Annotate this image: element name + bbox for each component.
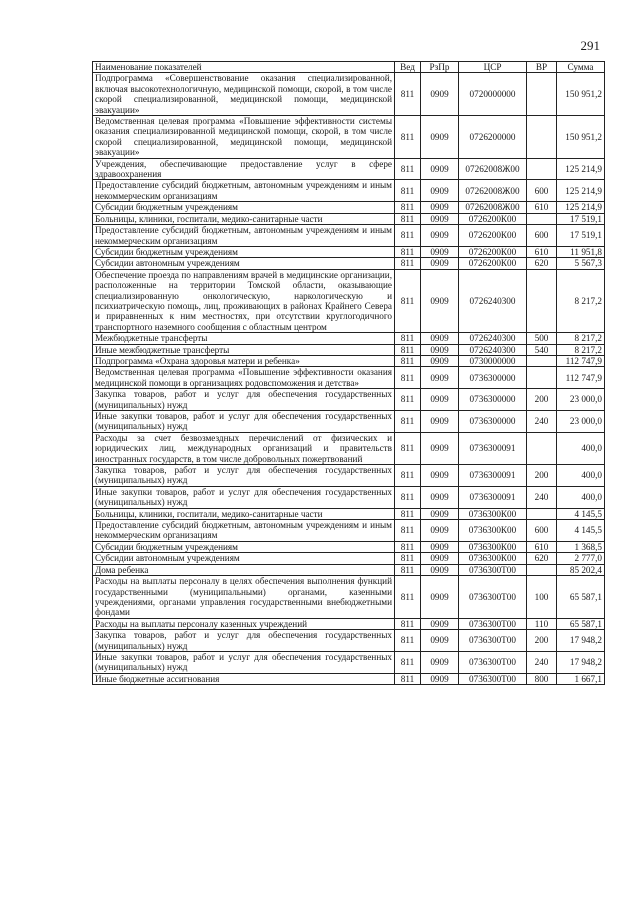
cell-name: Субсидии бюджетным учреждениям [93, 202, 395, 213]
cell-vr [527, 116, 557, 159]
table-row [93, 213, 605, 224]
cell-sum: 85 202,4 [557, 564, 605, 575]
cell-ved: 811 [395, 508, 421, 519]
cell-rzpr: 0909 [421, 202, 459, 213]
cell-vr [527, 269, 557, 332]
cell-rzpr: 0909 [421, 651, 459, 673]
cell-csr: 0736300Т00 [459, 673, 527, 684]
cell-ved: 811 [395, 344, 421, 355]
cell-csr: 0726240300 [459, 344, 527, 355]
cell-vr: 200 [527, 389, 557, 411]
cell-ved: 811 [395, 269, 421, 332]
budget-table [92, 61, 605, 685]
cell-sum: 11 951,8 [557, 246, 605, 257]
cell-csr: 0726200К00 [459, 213, 527, 224]
cell-vr: 240 [527, 486, 557, 508]
cell-ved: 811 [395, 541, 421, 552]
cell-rzpr: 0909 [421, 486, 459, 508]
cell-rzpr: 0909 [421, 116, 459, 159]
cell-vr [527, 355, 557, 366]
cell-csr: 0736300Т00 [459, 651, 527, 673]
cell-ved: 811 [395, 564, 421, 575]
cell-ved: 811 [395, 651, 421, 673]
cell-ved: 811 [395, 673, 421, 684]
cell-name: Субсидии бюджетным учреждениям [93, 246, 395, 257]
cell-sum: 150 951,2 [557, 73, 605, 116]
cell-ved: 811 [395, 116, 421, 159]
cell-vr: 110 [527, 618, 557, 629]
header-ved: Вед [395, 62, 421, 73]
table-row [93, 355, 605, 366]
cell-sum: 65 587,1 [557, 618, 605, 629]
cell-sum: 5 567,3 [557, 258, 605, 269]
cell-sum: 112 747,9 [557, 367, 605, 389]
cell-name: Расходы на выплаты персоналу казенных учреждений [93, 618, 395, 629]
cell-ved: 811 [395, 225, 421, 247]
cell-vr: 610 [527, 246, 557, 257]
cell-rzpr: 0909 [421, 180, 459, 202]
table-row [93, 630, 605, 652]
cell-ved: 811 [395, 73, 421, 116]
table-row [93, 367, 605, 389]
cell-rzpr: 0909 [421, 213, 459, 224]
cell-name: Предоставление субсидий бюджетным, автономным учреждениям и иным некоммерческим организациям [93, 520, 395, 542]
cell-ved: 811 [395, 389, 421, 411]
cell-sum: 400,0 [557, 465, 605, 487]
cell-vr: 200 [527, 630, 557, 652]
cell-csr: 0720000000 [459, 73, 527, 116]
cell-vr: 600 [527, 180, 557, 202]
table-row [93, 486, 605, 508]
cell-rzpr: 0909 [421, 553, 459, 564]
cell-ved: 811 [395, 258, 421, 269]
header-name: Наименование показателей [93, 62, 395, 73]
table-row [93, 269, 605, 332]
cell-sum: 112 747,9 [557, 355, 605, 366]
cell-rzpr: 0909 [421, 630, 459, 652]
cell-sum: 8 217,2 [557, 344, 605, 355]
cell-sum: 4 145,5 [557, 508, 605, 519]
cell-sum: 8 217,2 [557, 333, 605, 344]
cell-rzpr: 0909 [421, 269, 459, 332]
cell-csr: 0726200К00 [459, 258, 527, 269]
cell-ved: 811 [395, 158, 421, 180]
cell-rzpr: 0909 [421, 389, 459, 411]
cell-name: Иные закупки товаров, работ и услуг для обеспечения государственных (муниципальных) нужд [93, 486, 395, 508]
table-row [93, 564, 605, 575]
cell-rzpr: 0909 [421, 564, 459, 575]
table-row [93, 618, 605, 629]
cell-name: Предоставление субсидий бюджетным, автономным учреждениям и иным некоммерческим организациям [93, 225, 395, 247]
cell-name: Учреждения, обеспечивающие предоставление услуг в сфере здравоохранения [93, 158, 395, 180]
cell-rzpr: 0909 [421, 411, 459, 433]
cell-vr [527, 564, 557, 575]
cell-name: Дома ребенка [93, 564, 395, 575]
cell-sum: 400,0 [557, 486, 605, 508]
cell-csr: 0726240300 [459, 269, 527, 332]
cell-csr: 0736300Т00 [459, 618, 527, 629]
cell-vr: 620 [527, 553, 557, 564]
cell-sum: 125 214,9 [557, 180, 605, 202]
cell-name: Подпрограмма «Совершенствование оказания специализированной, включая высокотехнологичную, медицинской помощи, скорой, в том числе скорой специализированной, медицинской помощи, медицинской эвакуации» [93, 73, 395, 116]
cell-vr: 100 [527, 576, 557, 619]
cell-csr: 0736300000 [459, 367, 527, 389]
cell-ved: 811 [395, 432, 421, 464]
cell-vr: 600 [527, 225, 557, 247]
cell-name: Расходы за счет безвозмездных перечислений от физических и юридических лиц, международных организаций и правительств иностранных государств, в том числе добровольных пожертвований [93, 432, 395, 464]
cell-csr: 0736300000 [459, 389, 527, 411]
cell-name: Закупка товаров, работ и услуг для обеспечения государственных (муниципальных) нужд [93, 465, 395, 487]
cell-name: Иные бюджетные ассигнования [93, 673, 395, 684]
cell-rzpr: 0909 [421, 673, 459, 684]
cell-rzpr: 0909 [421, 246, 459, 257]
cell-vr: 540 [527, 344, 557, 355]
cell-rzpr: 0909 [421, 225, 459, 247]
cell-sum: 17 948,2 [557, 651, 605, 673]
cell-vr: 200 [527, 465, 557, 487]
cell-csr: 0736300091 [459, 432, 527, 464]
cell-name: Субсидии автономным учреждениям [93, 553, 395, 564]
cell-ved: 811 [395, 246, 421, 257]
cell-csr: 0726200000 [459, 116, 527, 159]
cell-ved: 811 [395, 576, 421, 619]
page-number: 291 [580, 38, 600, 53]
cell-csr: 0736300Т00 [459, 564, 527, 575]
cell-sum: 23 000,0 [557, 389, 605, 411]
cell-name: Ведомственная целевая программа «Повышение эффективности системы оказания специализированной медицинской помощи, скорой, в том числе скорой специализированной, медицинской помощи, медицинской эвакуации» [93, 116, 395, 159]
cell-sum: 17 948,2 [557, 630, 605, 652]
table-row [93, 465, 605, 487]
table-row [93, 508, 605, 519]
table-row [93, 344, 605, 355]
table-row [93, 158, 605, 180]
table-row [93, 258, 605, 269]
cell-name: Субсидии бюджетным учреждениям [93, 541, 395, 552]
cell-vr: 610 [527, 541, 557, 552]
cell-csr: 0736300091 [459, 486, 527, 508]
cell-csr: 07262008Ж00 [459, 180, 527, 202]
table-header-row [93, 62, 605, 73]
table-row [93, 673, 605, 684]
cell-ved: 811 [395, 213, 421, 224]
cell-vr [527, 73, 557, 116]
cell-name: Подпрограмма «Охрана здоровья матери и ребенка» [93, 355, 395, 366]
cell-rzpr: 0909 [421, 576, 459, 619]
cell-sum: 2 777,0 [557, 553, 605, 564]
cell-ved: 811 [395, 355, 421, 366]
cell-csr: 0736300К00 [459, 520, 527, 542]
cell-rzpr: 0909 [421, 367, 459, 389]
cell-name: Закупка товаров, работ и услуг для обеспечения государственных (муниципальных) нужд [93, 630, 395, 652]
cell-csr: 0736300К00 [459, 541, 527, 552]
cell-vr: 600 [527, 520, 557, 542]
cell-ved: 811 [395, 180, 421, 202]
cell-csr: 0736300К00 [459, 553, 527, 564]
cell-rzpr: 0909 [421, 355, 459, 366]
cell-vr: 240 [527, 411, 557, 433]
cell-csr: 0736300К00 [459, 508, 527, 519]
table-row [93, 541, 605, 552]
table-row [93, 389, 605, 411]
cell-name: Больницы, клиники, госпитали, медико-санитарные части [93, 213, 395, 224]
cell-csr: 0726200К00 [459, 225, 527, 247]
table-row [93, 411, 605, 433]
cell-vr: 620 [527, 258, 557, 269]
table-row [93, 180, 605, 202]
table-row [93, 432, 605, 464]
table-row [93, 553, 605, 564]
cell-vr: 500 [527, 333, 557, 344]
cell-ved: 811 [395, 618, 421, 629]
cell-rzpr: 0909 [421, 618, 459, 629]
cell-csr: 0726200К00 [459, 246, 527, 257]
cell-name: Иные закупки товаров, работ и услуг для обеспечения государственных (муниципальных) нужд [93, 411, 395, 433]
cell-sum: 1 368,5 [557, 541, 605, 552]
header-csr: ЦСР [459, 62, 527, 73]
cell-csr: 0726240300 [459, 333, 527, 344]
cell-name: Иные закупки товаров, работ и услуг для обеспечения государственных (муниципальных) нужд [93, 651, 395, 673]
cell-name: Предоставление субсидий бюджетным, автономным учреждениям и иным некоммерческим организациям [93, 180, 395, 202]
cell-name: Обеспечение проезда по направлениям врачей в медицинские организации, расположенные на территории Томской области, оказывающие специализированную онкологическую, наркологическую и психиатрическую помощь, лиц, проживающих в районах Крайнего Севера и приравненных к ним местностях, при отсутствии круглогодичного транспортного наземного сообщения с областным центром [93, 269, 395, 332]
cell-sum: 17 519,1 [557, 225, 605, 247]
cell-name: Закупка товаров, работ и услуг для обеспечения государственных (муниципальных) нужд [93, 389, 395, 411]
cell-vr [527, 367, 557, 389]
cell-sum: 1 667,1 [557, 673, 605, 684]
cell-sum: 4 145,5 [557, 520, 605, 542]
cell-csr: 0736300Т00 [459, 576, 527, 619]
cell-sum: 125 214,9 [557, 158, 605, 180]
cell-name: Иные межбюджетные трансферты [93, 344, 395, 355]
table-row [93, 116, 605, 159]
table-row [93, 73, 605, 116]
cell-vr: 800 [527, 673, 557, 684]
cell-rzpr: 0909 [421, 258, 459, 269]
cell-sum: 17 519,1 [557, 213, 605, 224]
cell-csr: 07262008Ж00 [459, 202, 527, 213]
cell-rzpr: 0909 [421, 432, 459, 464]
cell-rzpr: 0909 [421, 520, 459, 542]
header-sum: Сумма [557, 62, 605, 73]
table-row [93, 576, 605, 619]
cell-csr: 0736300091 [459, 465, 527, 487]
cell-vr: 610 [527, 202, 557, 213]
cell-sum: 8 217,2 [557, 269, 605, 332]
cell-csr: 0736300Т00 [459, 630, 527, 652]
cell-vr: 240 [527, 651, 557, 673]
table-body [93, 73, 605, 685]
cell-sum: 23 000,0 [557, 411, 605, 433]
cell-sum: 400,0 [557, 432, 605, 464]
cell-csr: 0736300000 [459, 411, 527, 433]
cell-csr: 07262008Ж00 [459, 158, 527, 180]
table-row [93, 202, 605, 213]
cell-rzpr: 0909 [421, 158, 459, 180]
cell-vr [527, 432, 557, 464]
cell-ved: 811 [395, 411, 421, 433]
cell-vr [527, 158, 557, 180]
header-rzpr: РзПр [421, 62, 459, 73]
cell-ved: 811 [395, 202, 421, 213]
cell-sum: 150 951,2 [557, 116, 605, 159]
cell-vr [527, 213, 557, 224]
cell-rzpr: 0909 [421, 508, 459, 519]
cell-ved: 811 [395, 520, 421, 542]
cell-vr [527, 508, 557, 519]
cell-name: Субсидии автономным учреждениям [93, 258, 395, 269]
cell-ved: 811 [395, 553, 421, 564]
cell-sum: 65 587,1 [557, 576, 605, 619]
cell-csr: 0730000000 [459, 355, 527, 366]
cell-rzpr: 0909 [421, 344, 459, 355]
cell-rzpr: 0909 [421, 465, 459, 487]
cell-name: Больницы, клиники, госпитали, медико-санитарные части [93, 508, 395, 519]
cell-rzpr: 0909 [421, 73, 459, 116]
table-row [93, 651, 605, 673]
cell-ved: 811 [395, 630, 421, 652]
cell-rzpr: 0909 [421, 333, 459, 344]
cell-ved: 811 [395, 486, 421, 508]
table-row [93, 225, 605, 247]
table-row [93, 246, 605, 257]
cell-name: Межбюджетные трансферты [93, 333, 395, 344]
table-row [93, 520, 605, 542]
cell-name: Ведомственная целевая программа «Повышение эффективности оказания медицинской помощи в организациях родовспоможения и детства» [93, 367, 395, 389]
cell-ved: 811 [395, 367, 421, 389]
cell-rzpr: 0909 [421, 541, 459, 552]
cell-sum: 125 214,9 [557, 202, 605, 213]
cell-ved: 811 [395, 333, 421, 344]
cell-name: Расходы на выплаты персоналу в целях обеспечения выполнения функций государственными (муниципальными) органами, казенными учреждениями, органами управления государственными внебюджетными фондами [93, 576, 395, 619]
header-vr: ВР [527, 62, 557, 73]
table-row [93, 333, 605, 344]
cell-ved: 811 [395, 465, 421, 487]
